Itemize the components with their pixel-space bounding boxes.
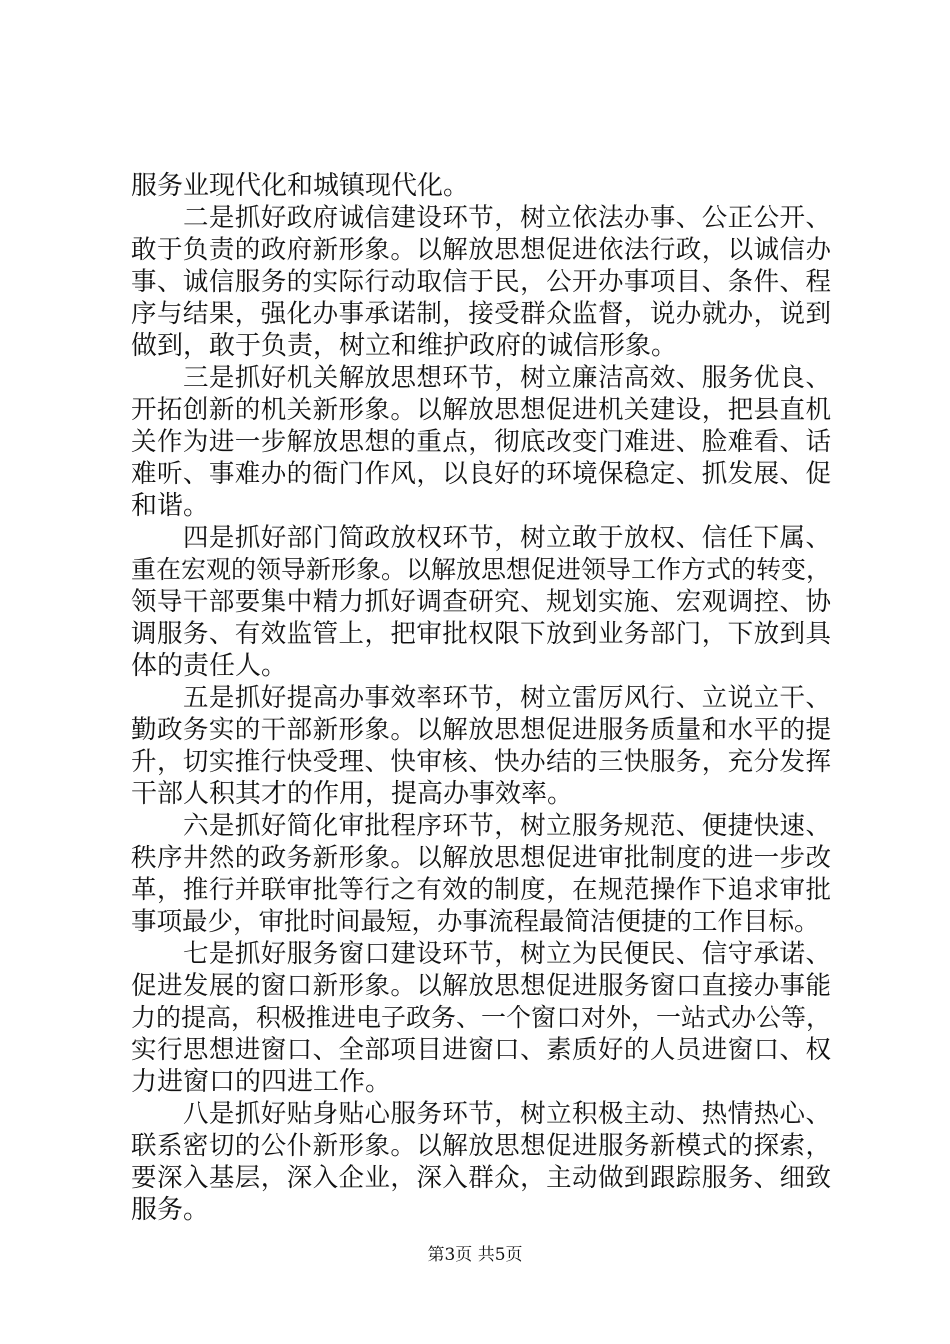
- page-footer: 第3页 共5页: [427, 1245, 523, 1265]
- text-line: 四是抓好部门简政放权环节，树立敢于放权、信任下属、: [183, 523, 831, 553]
- text-line: 六是抓好简化审批程序环节，树立服务规范、便捷快速、: [183, 811, 831, 841]
- text-line: 七是抓好服务窗口建设环节，树立为民便民、信守承诺、: [183, 939, 831, 969]
- text-line: 促进发展的窗口新形象。以解放思想促进服务窗口直接办事能: [131, 971, 831, 1001]
- text-line: 重在宏观的领导新形象。以解放思想促进领导工作方式的转变，: [131, 555, 832, 584]
- text-line: 勤政务实的干部新形象。以解放思想促进服务质量和水平的提: [131, 715, 831, 745]
- text-line: 实行思想进窗口、全部项目进窗口、素质好的人员进窗口、权: [131, 1035, 831, 1065]
- text-line: 和谐。: [131, 491, 210, 521]
- text-line: 力进窗口的四进工作。: [131, 1067, 392, 1097]
- text-line: 领导干部要集中精力抓好调查研究、规划实施、宏观调控、协: [131, 587, 831, 617]
- text-line: 力的提高，积极推进电子政务、一个窗口对外，一站式办公等，: [131, 1003, 832, 1032]
- text-line: 八是抓好贴身贴心服务环节，树立积极主动、热情热心、: [183, 1099, 831, 1129]
- text-line: 敢于负责的政府新形象。以解放思想促进依法行政，以诚信办: [131, 235, 831, 265]
- text-line: 联系密切的公仆新形象。以解放思想促进服务新模式的探索，: [131, 1131, 831, 1161]
- text-line: 秩序井然的政务新形象。以解放思想促进审批制度的进一步改: [131, 843, 831, 873]
- text-line: 二是抓好政府诚信建设环节，树立依法办事、公正公开、: [183, 203, 831, 233]
- text-line: 要深入基层，深入企业，深入群众，主动做到跟踪服务、细致: [131, 1163, 831, 1193]
- document-body: [131, 170, 831, 1226]
- text-line: 开拓创新的机关新形象。以解放思想促进机关建设，把县直机: [131, 395, 831, 425]
- text-line: 五是抓好提高办事效率环节，树立雷厉风行、立说立干、: [183, 683, 831, 713]
- text-line: 服务。: [131, 1195, 210, 1225]
- text-line: 体的责任人。: [131, 651, 288, 681]
- text-line: 关作为进一步解放思想的重点，彻底改变门难进、脸难看、话: [131, 427, 831, 457]
- text-line: 事项最少，审批时间最短，办事流程最简洁便捷的工作目标。: [131, 907, 820, 937]
- text-line: 服务业现代化和城镇现代化。: [131, 171, 470, 201]
- text-line: 干部人积其才的作用，提高办事效率。: [131, 779, 574, 809]
- text-line: 革，推行并联审批等行之有效的制度，在规范操作下追求审批: [131, 875, 831, 905]
- text-line: 调服务、有效监管上，把审批权限下放到业务部门，下放到具: [131, 619, 831, 649]
- text-line: 难听、事难办的衙门作风，以良好的环境保稳定、抓发展、促: [131, 459, 831, 489]
- text-line: 做到，敢于负责，树立和维护政府的诚信形象。: [131, 331, 678, 361]
- text-line: 升，切实推行快受理、快审核、快办结的三快服务，充分发挥: [131, 747, 831, 777]
- text-line: 三是抓好机关解放思想环节，树立廉洁高效、服务优良、: [183, 363, 831, 393]
- text-line: 事、诚信服务的实际行动取信于民，公开办事项目、条件、程: [131, 267, 831, 297]
- text-line: 序与结果，强化办事承诺制，接受群众监督，说办就办，说到: [131, 299, 831, 329]
